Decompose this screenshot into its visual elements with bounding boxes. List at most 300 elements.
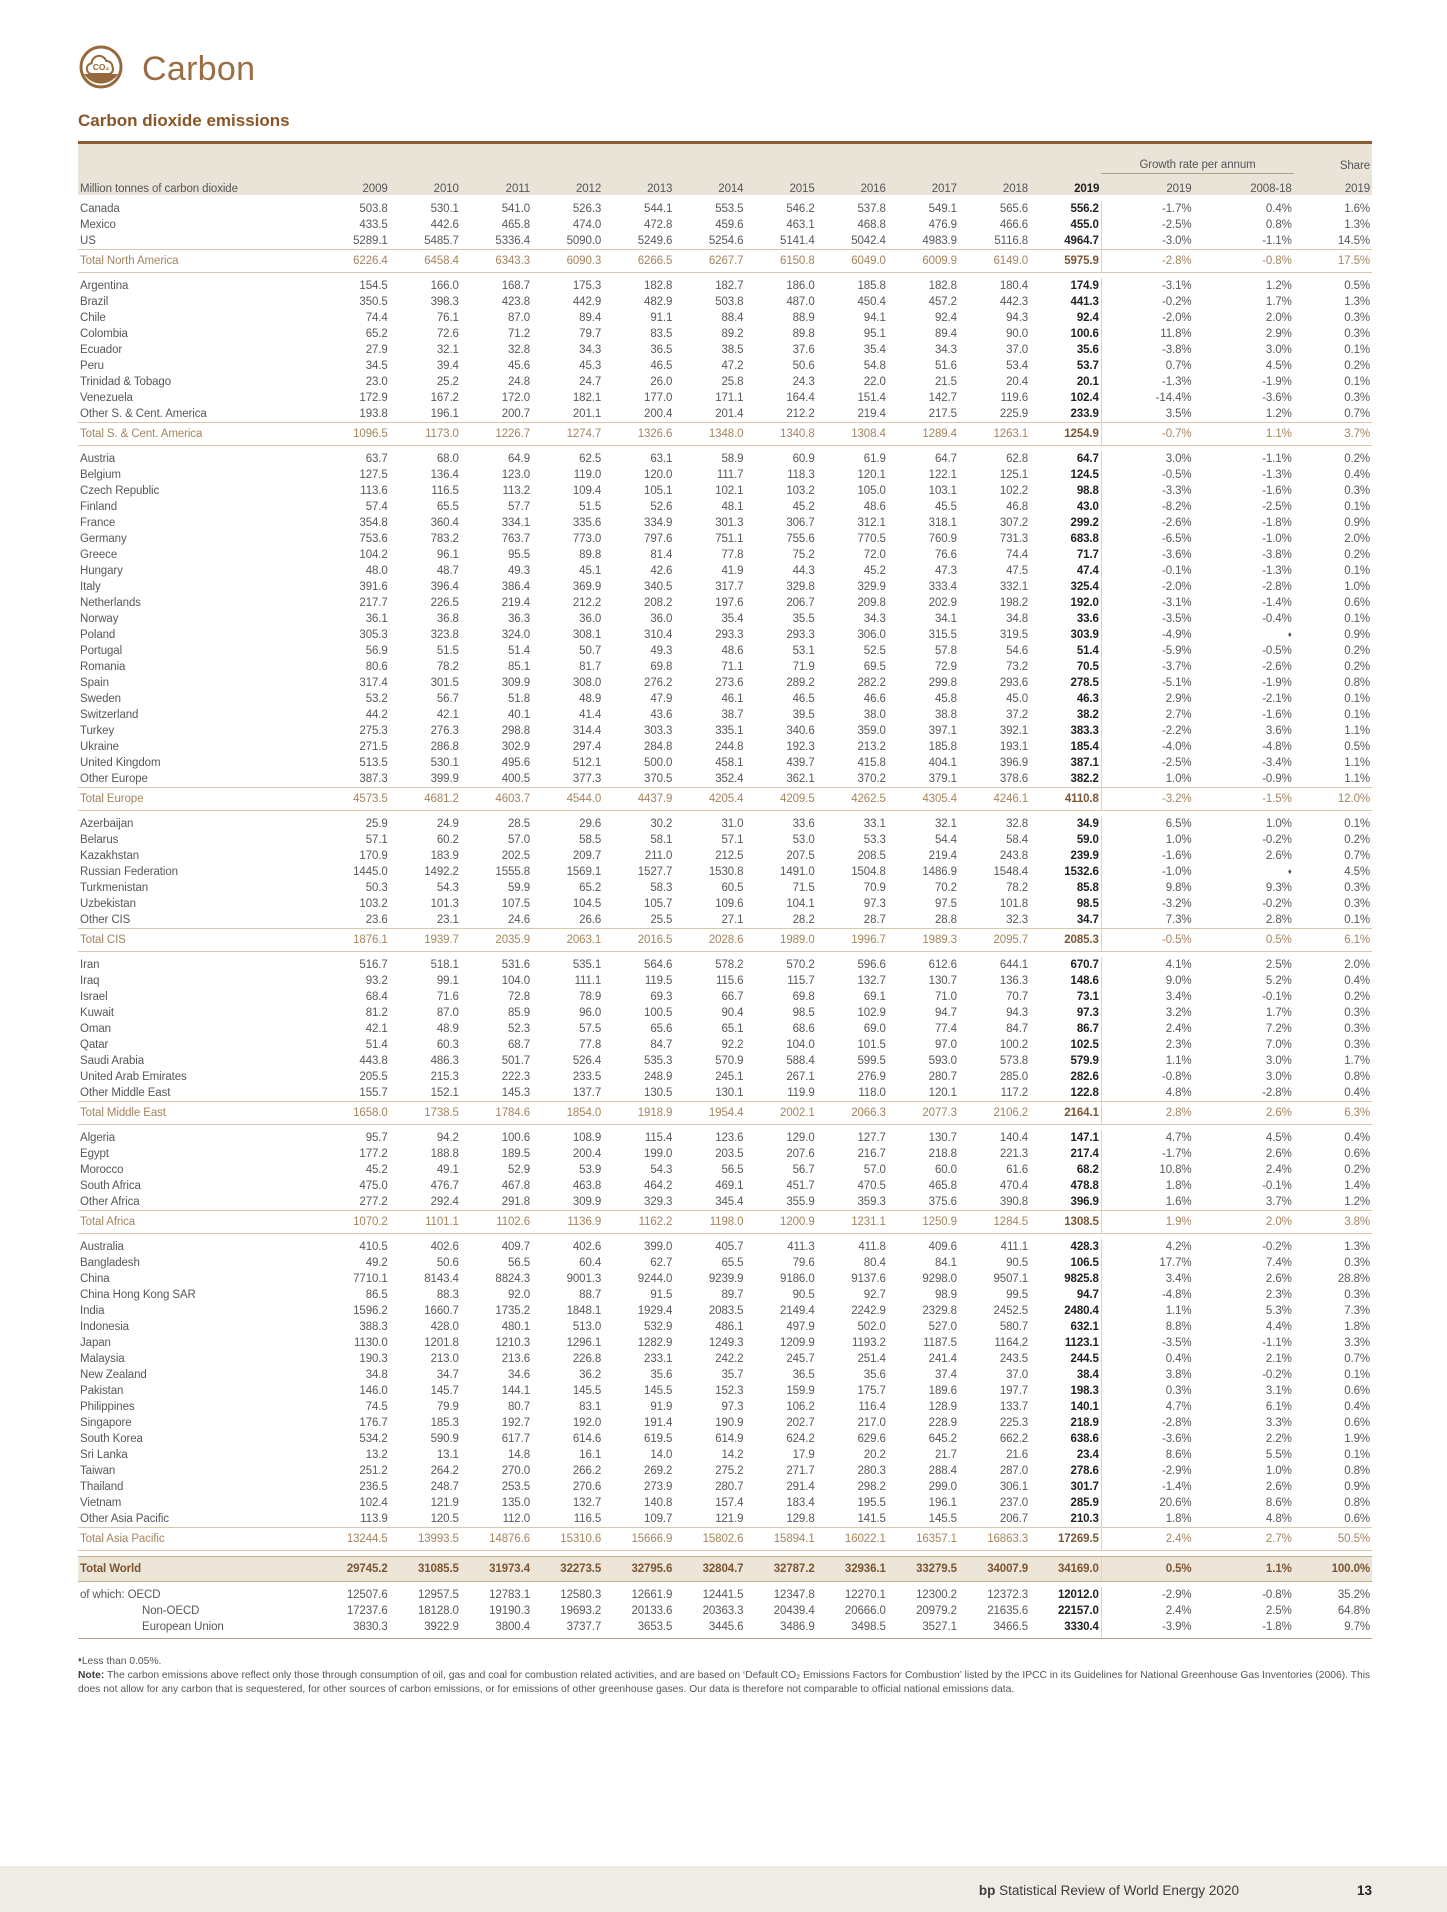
- value-cell: 501.7: [501, 1055, 530, 1067]
- value-cell: 71.7: [1076, 549, 1099, 561]
- value-cell: 12270.1: [844, 1589, 886, 1601]
- value-cell: 59.0: [1076, 834, 1099, 846]
- value-cell: 518.1: [430, 959, 459, 971]
- value-cell: 307.2: [999, 517, 1029, 529]
- value-cell: 0.5%: [1101, 1557, 1193, 1582]
- value-cell: 94.7: [1076, 1289, 1099, 1301]
- value-cell: 544.1: [644, 203, 673, 215]
- value-cell: 4.5%: [1265, 1132, 1292, 1144]
- value-cell: 88.9: [792, 312, 815, 324]
- value-cell: -2.9%: [1101, 1587, 1193, 1603]
- row-label: Total CIS: [78, 929, 319, 952]
- row-label: Morocco: [80, 1164, 124, 1176]
- value-cell: 99.1: [436, 975, 459, 987]
- value-cell: -1.8%: [1262, 517, 1292, 529]
- value-cell: 6.3%: [1294, 1102, 1372, 1125]
- table-row: [78, 1303, 1372, 1319]
- value-cell: 125.1: [999, 469, 1029, 481]
- value-cell: 68.6: [792, 1023, 815, 1035]
- value-cell: 1282.9: [637, 1337, 673, 1349]
- row-label: Romania: [80, 661, 126, 673]
- value-cell: 130.1: [715, 1087, 744, 1099]
- value-cell: -0.8%: [1194, 250, 1294, 273]
- value-cell: 52.5: [863, 645, 886, 657]
- value-cell: 89.7: [721, 1289, 744, 1301]
- value-cell: 197.6: [715, 597, 744, 609]
- value-cell: 470.4: [999, 1180, 1029, 1192]
- value-cell: 219.4: [857, 408, 886, 420]
- value-cell: 475.0: [359, 1180, 388, 1192]
- value-cell: 182.7: [715, 280, 744, 292]
- value-cell: 25.2: [436, 376, 459, 388]
- value-cell: 64.9: [508, 453, 530, 465]
- value-cell: 51.5: [436, 645, 459, 657]
- value-cell: 0.6%: [1344, 1417, 1370, 1429]
- value-cell: -1.6%: [1101, 848, 1193, 864]
- value-cell: 305.3: [359, 629, 388, 641]
- value-cell: 4209.5: [745, 788, 816, 811]
- value-cell: 310.4: [644, 629, 673, 641]
- value-cell: 212.2: [572, 597, 602, 609]
- value-cell: 9137.6: [851, 1273, 886, 1285]
- value-cell: 56.9: [365, 645, 388, 657]
- value-cell: 242.2: [715, 1353, 744, 1365]
- row-label: Argentina: [80, 280, 129, 292]
- value-cell: 49.3: [508, 565, 530, 577]
- value-cell: 301.3: [715, 517, 744, 529]
- row-label: Spain: [80, 677, 109, 689]
- value-cell: 284.8: [644, 741, 673, 753]
- value-cell: 5485.7: [424, 235, 459, 247]
- value-cell: 21.6: [1006, 1449, 1029, 1461]
- row-label: South Africa: [80, 1180, 141, 1192]
- value-cell: 69.5: [863, 661, 886, 673]
- row-label: Total Middle East: [78, 1102, 319, 1125]
- value-cell: 476.7: [430, 1180, 459, 1192]
- value-cell: 1.0%: [1265, 818, 1292, 830]
- value-cell: 1996.7: [817, 929, 888, 952]
- value-cell: 0.1%: [1344, 565, 1370, 577]
- emissions-table: [78, 141, 1372, 1639]
- value-cell: 74.5: [365, 1401, 388, 1413]
- value-cell: 205.5: [359, 1071, 388, 1083]
- value-cell: 50.5%: [1294, 1528, 1372, 1551]
- year-col: 2016: [817, 174, 888, 196]
- value-cell: 530.1: [430, 203, 459, 215]
- value-cell: 3330.4: [1030, 1619, 1101, 1639]
- value-cell: 213.6: [501, 1353, 530, 1365]
- value-cell: 44.3: [792, 565, 815, 577]
- value-cell: 44.2: [365, 709, 388, 721]
- value-cell: 2242.9: [851, 1305, 886, 1317]
- value-cell: 3.0%: [1265, 344, 1292, 356]
- value-cell: 102.9: [857, 1007, 886, 1019]
- value-cell: 4544.0: [532, 788, 603, 811]
- value-cell: -8.2%: [1101, 499, 1193, 515]
- value-cell: 298.2: [857, 1481, 886, 1493]
- value-cell: 12441.5: [702, 1589, 744, 1601]
- value-cell: -0.7%: [1101, 423, 1193, 446]
- value-cell: -2.8%: [1262, 1087, 1292, 1099]
- row-label: Sri Lanka: [80, 1449, 128, 1461]
- share-header: Share: [1294, 143, 1372, 174]
- table-row: [78, 912, 1372, 929]
- value-cell: 4.8%: [1265, 1513, 1292, 1525]
- value-cell: 137.7: [572, 1087, 602, 1099]
- value-cell: 207.5: [786, 850, 815, 862]
- value-cell: 38.7: [721, 709, 744, 721]
- value-cell: 191.4: [644, 1417, 673, 1429]
- value-cell: 2329.8: [922, 1305, 957, 1317]
- row-label: United Kingdom: [80, 757, 161, 769]
- value-cell: 60.3: [436, 1039, 459, 1051]
- value-cell: 0.4%: [1344, 1087, 1370, 1099]
- value-cell: -0.2%: [1262, 898, 1292, 910]
- value-cell: 1.2%: [1265, 408, 1292, 420]
- value-cell: 1532.6: [1064, 866, 1099, 878]
- value-cell: 100.6: [1070, 328, 1099, 340]
- value-cell: 155.7: [359, 1087, 388, 1099]
- value-cell: 58.1: [650, 834, 673, 846]
- value-cell: 2.6%: [1265, 1273, 1292, 1285]
- row-label: Japan: [80, 1337, 111, 1349]
- value-cell: 3.1%: [1265, 1385, 1292, 1397]
- value-cell: 186.0: [786, 280, 815, 292]
- value-cell: 317.7: [715, 581, 744, 593]
- value-cell: 96.1: [436, 549, 459, 561]
- value-cell: 2066.3: [817, 1102, 888, 1125]
- value-cell: 12783.1: [489, 1589, 530, 1601]
- year-col: 2017: [888, 174, 959, 196]
- value-cell: 0.7%: [1344, 408, 1370, 420]
- value-cell: 4246.1: [959, 788, 1030, 811]
- value-cell: 51.5: [579, 501, 602, 513]
- value-cell: 42.1: [365, 1023, 388, 1035]
- value-cell: 80.6: [365, 661, 388, 673]
- value-cell: 2002.1: [745, 1102, 816, 1125]
- value-cell: 211.0: [644, 850, 673, 862]
- table-row: [78, 390, 1372, 406]
- value-cell: 64.7: [934, 453, 957, 465]
- value-cell: 31.0: [721, 818, 744, 830]
- value-cell: 58.4: [1006, 834, 1029, 846]
- value-cell: 476.9: [928, 219, 957, 231]
- value-cell: 49.2: [365, 1257, 388, 1269]
- value-cell: 123.6: [715, 1132, 744, 1144]
- value-cell: 226.8: [572, 1353, 602, 1365]
- value-cell: -2.5%: [1262, 501, 1292, 513]
- value-cell: 299.8: [928, 677, 957, 689]
- value-cell: -4.8%: [1101, 1287, 1193, 1303]
- value-cell: 1164.2: [994, 1337, 1029, 1349]
- value-cell: 48.0: [365, 565, 388, 577]
- value-cell: 619.5: [644, 1433, 673, 1445]
- value-cell: 65.2: [579, 882, 602, 894]
- section-total-row: [78, 788, 1372, 811]
- value-cell: 14.0: [650, 1449, 673, 1461]
- value-cell: 578.2: [715, 959, 744, 971]
- value-cell: 8143.4: [424, 1273, 459, 1285]
- value-cell: 28.2: [792, 914, 815, 926]
- value-cell: 443.8: [359, 1055, 388, 1067]
- value-cell: 218.9: [1070, 1417, 1099, 1429]
- value-cell: 2063.1: [532, 929, 603, 952]
- value-cell: 369.9: [572, 581, 602, 593]
- value-cell: 329.8: [786, 581, 815, 593]
- value-cell: 47.2: [721, 360, 744, 372]
- row-label: Algeria: [80, 1132, 116, 1144]
- value-cell: 135.0: [501, 1497, 530, 1509]
- value-cell: 1296.1: [566, 1337, 602, 1349]
- value-cell: -2.6%: [1262, 661, 1292, 673]
- value-cell: -0.1%: [1262, 991, 1292, 1003]
- value-cell: 2.7%: [1101, 707, 1193, 723]
- value-cell: -1.1%: [1262, 1337, 1292, 1349]
- value-cell: 112.0: [502, 1513, 530, 1525]
- unit-label: Million tonnes of carbon dioxide: [78, 174, 319, 196]
- value-cell: 329.3: [644, 1196, 673, 1208]
- value-cell: -0.8%: [1101, 1069, 1193, 1085]
- row-label: Ecuador: [80, 344, 123, 356]
- value-cell: 57.1: [721, 834, 744, 846]
- row-label: Norway: [80, 613, 119, 625]
- value-cell: 57.4: [365, 501, 388, 513]
- value-cell: 46.8: [1006, 501, 1029, 513]
- value-cell: 396.9: [1070, 1196, 1099, 1208]
- value-cell: 190.3: [359, 1353, 388, 1365]
- value-cell: 79.7: [579, 328, 602, 340]
- value-cell: 409.7: [501, 1241, 530, 1253]
- value-cell: 590.9: [430, 1433, 459, 1445]
- row-label: Thailand: [80, 1481, 124, 1493]
- value-cell: 0.4%: [1101, 1351, 1193, 1367]
- value-cell: 2.1%: [1265, 1353, 1292, 1365]
- value-cell: 35.5: [792, 613, 815, 625]
- value-cell: -3.1%: [1101, 278, 1193, 294]
- table-row: [78, 1479, 1372, 1495]
- value-cell: 266.2: [572, 1465, 602, 1477]
- value-cell: -1.7%: [1101, 1146, 1193, 1162]
- value-cell: 0.3%: [1101, 1383, 1193, 1399]
- value-cell: 0.3%: [1344, 392, 1370, 404]
- value-cell: -4.0%: [1101, 739, 1193, 755]
- value-cell: 2.0%: [1194, 1211, 1294, 1234]
- value-cell: 109.7: [644, 1513, 673, 1525]
- value-cell: 70.9: [863, 882, 886, 894]
- value-cell: 308.0: [572, 677, 602, 689]
- value-cell: 54.6: [1006, 645, 1029, 657]
- value-cell: 1492.2: [424, 866, 459, 878]
- value-cell: 0.3%: [1344, 1289, 1370, 1301]
- value-cell: 442.3: [999, 296, 1029, 308]
- value-cell: 65.1: [721, 1023, 744, 1035]
- value-cell: 2.2%: [1265, 1433, 1292, 1445]
- value-cell: 48.6: [721, 645, 744, 657]
- value-cell: 30.2: [650, 818, 673, 830]
- value-cell: 84.7: [1006, 1023, 1029, 1035]
- value-cell: 157.4: [715, 1497, 744, 1509]
- value-cell: 0.9%: [1344, 629, 1370, 641]
- value-cell: 354.8: [359, 517, 388, 529]
- value-cell: 7.4%: [1265, 1257, 1292, 1269]
- value-cell: 3527.1: [888, 1619, 959, 1639]
- value-cell: 7.0%: [1265, 1039, 1292, 1051]
- value-cell: 288.4: [928, 1465, 957, 1477]
- value-cell: 92.7: [863, 1289, 886, 1301]
- row-label: Mexico: [80, 219, 116, 231]
- value-cell: 5289.1: [353, 235, 388, 247]
- value-cell: 370.2: [857, 773, 886, 785]
- value-cell: 297.4: [572, 741, 602, 753]
- value-cell: 3.7%: [1265, 1196, 1292, 1208]
- value-cell: 1209.9: [780, 1337, 815, 1349]
- value-cell: 216.7: [857, 1148, 886, 1160]
- row-label: Russian Federation: [80, 866, 178, 878]
- value-cell: 94.3: [1006, 1007, 1029, 1019]
- table-row: [78, 739, 1372, 755]
- table-row: [78, 1447, 1372, 1463]
- value-cell: 20133.6: [631, 1605, 673, 1617]
- value-cell: 50.3: [365, 882, 388, 894]
- value-cell: 68.7: [508, 1039, 530, 1051]
- value-cell: 20979.2: [916, 1605, 957, 1617]
- value-cell: 32273.5: [532, 1557, 603, 1582]
- value-cell: 189.5: [501, 1148, 530, 1160]
- value-cell: 0.4%: [1344, 975, 1370, 987]
- table-row: [78, 1287, 1372, 1303]
- value-cell: 614.9: [715, 1433, 744, 1445]
- table-row: [78, 957, 1372, 973]
- value-cell: 36.5: [792, 1369, 815, 1381]
- value-cell: 62.7: [650, 1257, 673, 1269]
- value-cell: 293.6: [999, 677, 1029, 689]
- value-cell: 463.8: [572, 1180, 602, 1192]
- value-cell: 145.7: [430, 1385, 459, 1397]
- table-row: [78, 896, 1372, 912]
- value-cell: 458.1: [715, 757, 744, 769]
- value-cell: 200.4: [644, 408, 673, 420]
- value-cell: 45.6: [508, 360, 530, 372]
- value-cell: 2.4%: [1265, 1164, 1292, 1176]
- value-cell: 3.6%: [1265, 725, 1292, 737]
- value-cell: 1.8%: [1101, 1178, 1193, 1194]
- value-cell: 42.1: [436, 709, 459, 721]
- row-label: Belarus: [80, 834, 119, 846]
- table-row: [78, 499, 1372, 515]
- value-cell: 9298.0: [922, 1273, 957, 1285]
- value-cell: 534.2: [359, 1433, 388, 1445]
- value-cell: 115.7: [787, 975, 815, 987]
- value-cell: 201.4: [715, 408, 744, 420]
- value-cell: 202.7: [786, 1417, 815, 1429]
- value-cell: 14.2: [721, 1449, 744, 1461]
- value-cell: 1.1%: [1194, 1557, 1294, 1582]
- value-cell: 9.8%: [1101, 880, 1193, 896]
- row-label: Portugal: [80, 645, 123, 657]
- value-cell: 2.9%: [1265, 328, 1292, 340]
- value-cell: 132.7: [857, 975, 886, 987]
- value-cell: 4.4%: [1265, 1321, 1292, 1333]
- value-cell: 415.8: [857, 757, 886, 769]
- value-cell: 400.5: [501, 773, 530, 785]
- value-cell: 6.1%: [1294, 929, 1372, 952]
- value-cell: 167.2: [430, 392, 459, 404]
- value-cell: 2085.3: [1030, 929, 1101, 952]
- value-cell: 564.6: [644, 959, 673, 971]
- value-cell: 0.1%: [1344, 693, 1370, 705]
- value-cell: 209.7: [572, 850, 602, 862]
- value-cell: 72.8: [508, 991, 530, 1003]
- value-cell: 753.6: [359, 533, 388, 545]
- value-cell: 34.3: [863, 613, 886, 625]
- value-cell: 109.4: [572, 485, 602, 497]
- year-col: 2010: [390, 174, 461, 196]
- value-cell: 0.1%: [1344, 376, 1370, 388]
- value-cell: ♦: [1287, 867, 1292, 876]
- value-cell: 1989.0: [745, 929, 816, 952]
- value-cell: 2.3%: [1265, 1289, 1292, 1301]
- value-cell: 23.6: [365, 914, 388, 926]
- growth-rate-header: Growth rate per annum: [1101, 143, 1293, 174]
- value-cell: 2016.5: [603, 929, 674, 952]
- value-cell: 1658.0: [319, 1102, 390, 1125]
- value-cell: 22157.0: [1057, 1605, 1099, 1617]
- value-cell: 0.2%: [1344, 661, 1370, 673]
- value-cell: 164.4: [786, 392, 815, 404]
- value-cell: 1200.9: [745, 1211, 816, 1234]
- value-cell: -3.7%: [1101, 659, 1193, 675]
- value-cell: -1.4%: [1101, 1479, 1193, 1495]
- value-cell: 359.0: [857, 725, 886, 737]
- value-cell: 466.6: [999, 219, 1029, 231]
- value-cell: 152.1: [430, 1087, 459, 1099]
- value-cell: 5116.8: [994, 235, 1029, 247]
- value-cell: 104.0: [786, 1039, 815, 1051]
- value-cell: 68.4: [365, 991, 388, 1003]
- value-cell: 56.5: [508, 1257, 530, 1269]
- value-cell: 45.5: [934, 501, 957, 513]
- world-total-row: [78, 1557, 1372, 1582]
- value-cell: 101.3: [430, 898, 459, 910]
- value-cell: 0.9%: [1344, 517, 1370, 529]
- row-label: Greece: [80, 549, 118, 561]
- value-cell: 11.8%: [1101, 326, 1193, 342]
- value-cell: 77.4: [934, 1023, 957, 1035]
- row-label: France: [80, 517, 116, 529]
- value-cell: 292.4: [430, 1196, 459, 1208]
- value-cell: 387.1: [1070, 757, 1099, 769]
- value-cell: 293.3: [786, 629, 815, 641]
- value-cell: 233.9: [1070, 408, 1099, 420]
- value-cell: 1954.4: [674, 1102, 745, 1125]
- value-cell: 4.5%: [1265, 360, 1292, 372]
- table-row: [78, 278, 1372, 294]
- table-row: [78, 1511, 1372, 1528]
- value-cell: 2.5%: [1265, 1605, 1292, 1617]
- value-cell: 345.4: [715, 1196, 744, 1208]
- value-cell: 0.2%: [1344, 645, 1370, 657]
- row-label: Italy: [80, 581, 101, 593]
- table-row: [78, 675, 1372, 691]
- header-row-growth: [78, 143, 1372, 174]
- value-cell: 91.1: [650, 312, 673, 324]
- row-label: Other Africa: [80, 1196, 140, 1208]
- value-cell: 89.8: [579, 549, 602, 561]
- value-cell: 32.8: [508, 344, 530, 356]
- value-cell: 63.7: [365, 453, 388, 465]
- value-cell: 1173.0: [390, 423, 461, 446]
- value-cell: 68.0: [436, 453, 459, 465]
